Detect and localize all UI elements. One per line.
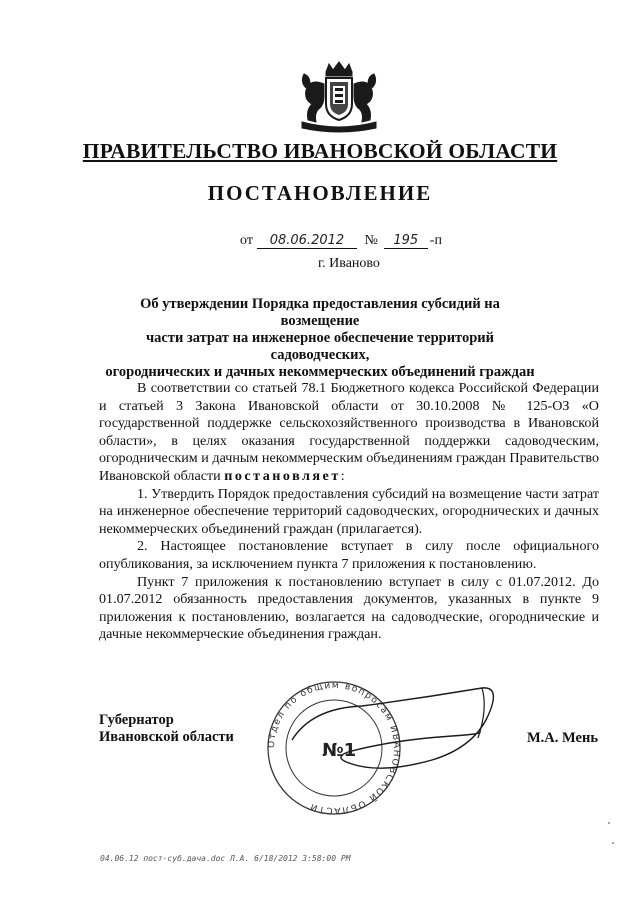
coat-of-arms-icon — [296, 60, 382, 134]
document-date: 08.06.2012 — [257, 233, 357, 249]
document-type: ПОСТАНОВЛЕНИЕ — [207, 181, 433, 205]
number-suffix: -п — [429, 233, 442, 248]
document-number: 195 — [384, 233, 428, 249]
city: г. Иваново — [318, 256, 380, 271]
seal-text: Отдел по общим вопросам ИВАНОВСКОЙ ОБЛАСТИ — [266, 680, 402, 816]
paragraph-preamble — [99, 380, 599, 486]
paragraph-item-1: 1. Утвердить Порядок предоставления субсидий на возмещение части затрат на инженерное обеспечение территорий садоводческих, огороднических и дачных некоммерческих объединений граждан (прилагается). — [99, 485, 599, 537]
number-prefix: № — [364, 233, 378, 248]
decree-word: постановляет — [224, 467, 341, 484]
document-heading — [100, 296, 540, 381]
date-prefix: от — [240, 233, 253, 248]
signatory-name: М.А. Мень — [527, 730, 598, 746]
document-body — [99, 380, 599, 644]
position-line: Ивановской области — [99, 729, 234, 745]
heading-line: Об утверждении Порядка предоставления субсидий на возмещение — [140, 296, 500, 329]
heading-line: части затрат на инженерное обеспечение территорий садоводческих, — [145, 330, 495, 363]
heading-line: огороднических и дачных некоммерческих объединений граждан — [105, 364, 535, 380]
signatory-position — [99, 712, 234, 746]
seal-number: №1 — [322, 740, 357, 761]
official-seal — [252, 668, 522, 818]
scan-speck — [608, 822, 610, 824]
scan-speck — [612, 842, 614, 844]
government-title: ПРАВИТЕЛЬСТВО ИВАНОВСКОЙ ОБЛАСТИ — [82, 139, 558, 163]
date-number-line — [240, 233, 442, 249]
file-info-footer: 04.06.12 пост-суб.дача.doc Л.А. 6/18/2012 3:58:00 PM — [100, 854, 351, 863]
paragraph-item-2: 2. Настоящее постановление вступает в силу после официального опубликования, за исключением пункта 7 приложения к постановлению. — [99, 538, 599, 572]
paragraph-item-3: Пункт 7 приложения к постановлению вступает в силу с 01.07.2012. До 01.07.2012 обязанность предоставления документов, указанных в пункте 9 приложения к постановлению, возлагается на садоводческие, огороднические и дачные некоммерческие объединения граждан. — [99, 573, 599, 643]
position-line: Губернатор — [99, 712, 174, 728]
preamble-text: В соответствии со статьей 78.1 Бюджетного кодекса Российской Федерации и статьей 3 Закона Ивановской области от 30.10.2008 № 125-ОЗ «О государственной поддержке сельскохозяйственного производства в Ивановской области», в целях оказания государственной поддержки садоводческим, огородническим и дачным некоммерческим объединениям граждан Правительство Ивановской области — [99, 380, 599, 484]
preamble-end: : — [340, 467, 345, 484]
